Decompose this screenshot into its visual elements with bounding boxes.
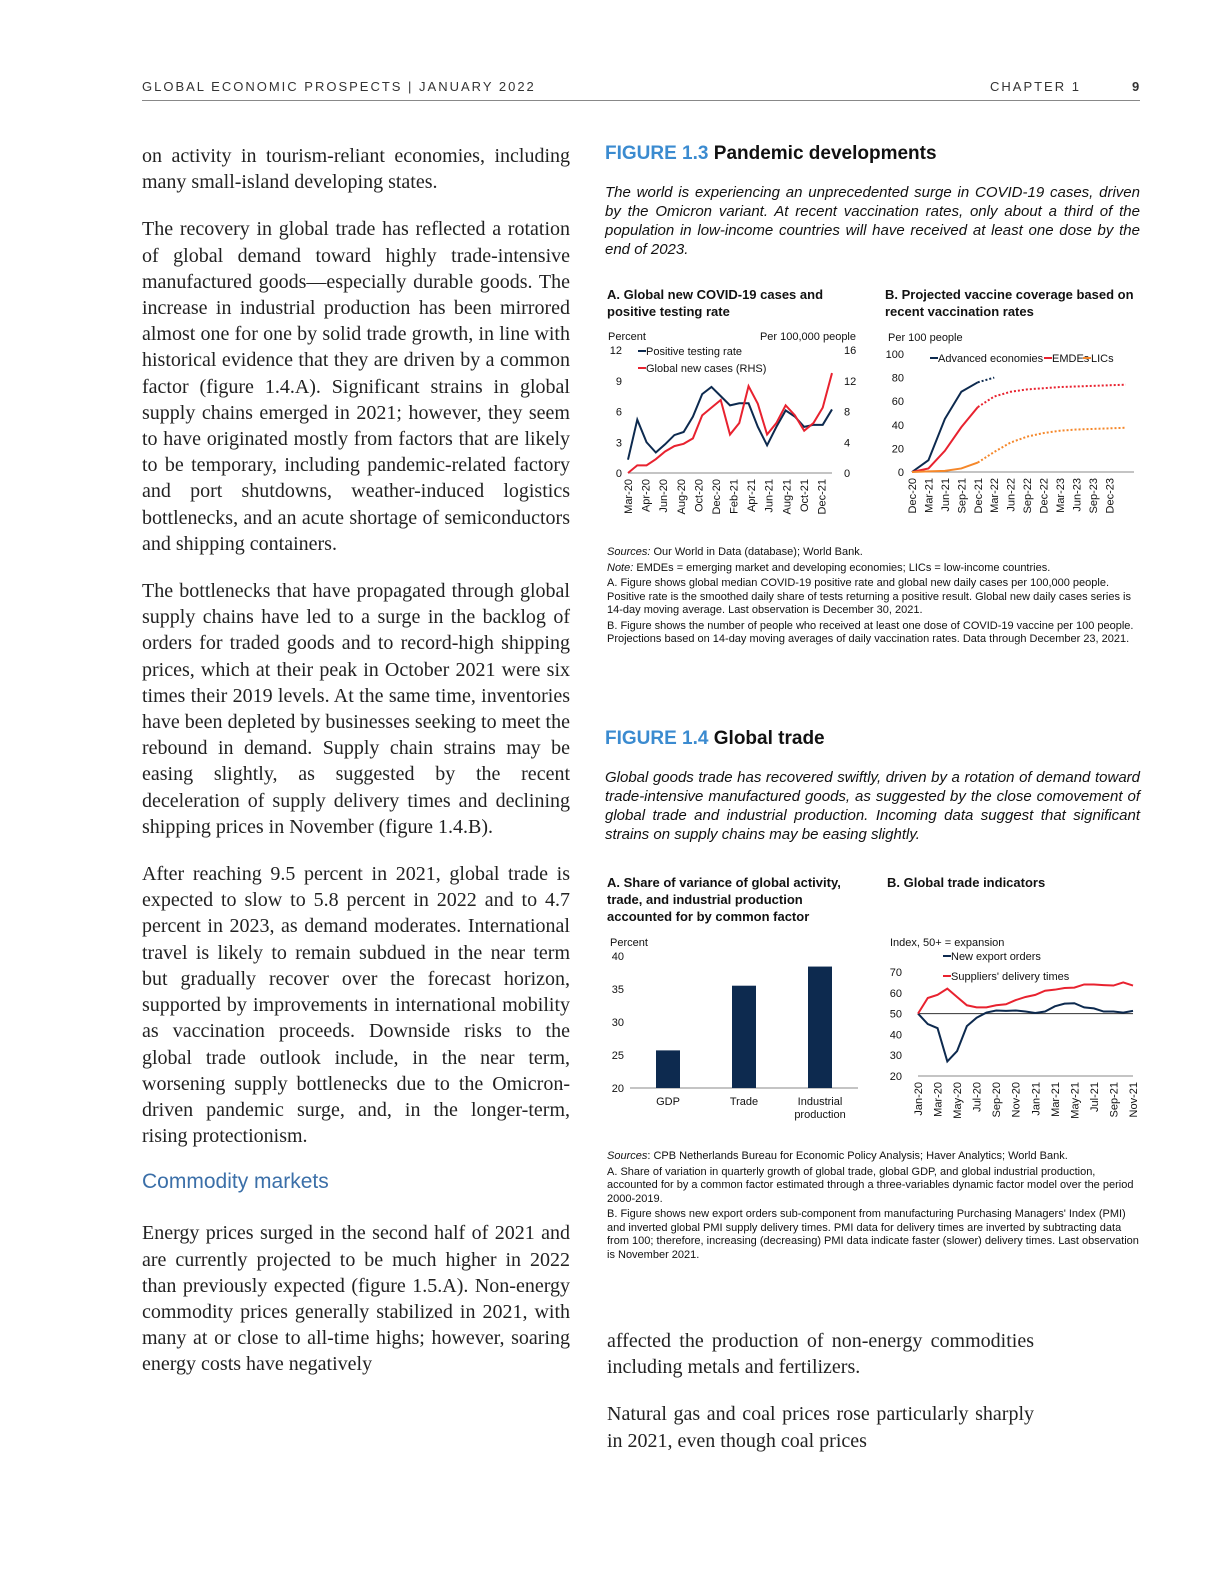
y-tick-label: 60 xyxy=(891,396,904,409)
note-text: EMDEs = emerging market and developing economies; LICs = low-income countries. xyxy=(633,561,1051,574)
chart-trade-indicators xyxy=(880,934,1150,1134)
figure-1-3-header xyxy=(605,143,1140,259)
paragraph: After reaching 9.5 percent in 2021, global trade is expected to slow to 5.8 percent in 2022 and to 4.7 percent in 2023, as demand moderates. International travel is likely to remain subdued in the near term but gradually recover over the forecast horizon, supported by improvements in international mobility as vaccination proceeds. Downside risks to the global trade outlook include, in the near term, worsening supply bottlenecks due to the Omicron-driven pandemic surge, and, in the longer-term, rising protectionism. xyxy=(142,863,570,1148)
x-tick-label: Mar-20 xyxy=(932,1082,945,1117)
figure-title: Pandemic developments xyxy=(713,143,937,164)
x-tick-label: Oct-21 xyxy=(798,479,811,513)
x-tick-label: Dec-20 xyxy=(907,478,919,514)
y-tick-label: 60 xyxy=(889,987,902,1000)
y-tick-label: 35 xyxy=(611,984,624,996)
bar xyxy=(656,1050,680,1088)
y-tick-label: 4 xyxy=(844,437,851,450)
y-tick-label: 20 xyxy=(611,1083,624,1095)
panel-title: A. Share of variance of global activity, trade, and industrial production accounted for by common factor xyxy=(607,875,841,924)
sources-text: : CPB Netherlands Bureau for Economic Policy Analysis; Haver Analytics; World Bank. xyxy=(647,1150,1068,1162)
y-tick-label: 80 xyxy=(891,372,904,385)
y-tick-label: 40 xyxy=(611,951,624,963)
right-column-text xyxy=(607,1328,1034,1475)
chart-vaccine-coverage xyxy=(880,328,1150,528)
y-tick-label: 12 xyxy=(844,375,857,388)
left-column xyxy=(142,143,570,1399)
panel-title: B. Global trade indicators xyxy=(887,875,1046,890)
y-tick-label: 8 xyxy=(844,406,851,419)
y-tick-label: 20 xyxy=(889,1071,902,1083)
x-tick-label: May-21 xyxy=(1069,1082,1082,1119)
y-tick-label: 0 xyxy=(615,468,622,480)
x-tick-label: Mar-22 xyxy=(989,478,1002,513)
x-tick-label: Oct-20 xyxy=(693,479,706,513)
legend-label: Suppliers' delivery times xyxy=(951,971,1070,983)
y-tick-label: 30 xyxy=(889,1050,902,1063)
panel-title: B. Projected vaccine coverage based on recent vaccination rates xyxy=(885,287,1134,319)
x-tick-label: Aug-21 xyxy=(781,479,794,515)
sources-text: Our World in Data (database); World Bank. xyxy=(650,546,863,558)
x-tick-label: Jun-21 xyxy=(939,478,952,512)
y-tick-label: 9 xyxy=(615,375,622,388)
series-line xyxy=(918,1003,1133,1061)
x-tick-label: Jul-21 xyxy=(1088,1082,1101,1112)
running-header: GLOBAL ECONOMIC PROSPECTS | JANUARY 2022 xyxy=(142,79,536,94)
y-tick-label: 30 xyxy=(611,1017,624,1029)
sources-label: Sources: xyxy=(607,546,651,558)
figure-notes xyxy=(607,546,1142,649)
x-category-label: production xyxy=(794,1109,846,1121)
legend-label: New export orders xyxy=(951,951,1041,963)
x-tick-label: Sep-23 xyxy=(1087,478,1100,514)
note-a: A. Figure shows global median COVID-19 positive rate and global new daily cases per 100,000 people. Positive rate is the smoothed daily share of tests returning a positive result. Global new daily cases series is 14-day moving average. Last observation is December 30, 2021. xyxy=(607,577,1131,616)
x-tick-label: Jan-21 xyxy=(1030,1082,1043,1116)
x-tick-label: Apr-20 xyxy=(640,479,653,513)
note-b: B. Figure shows new export orders sub-component from manufacturing Purchasing Managers' Index (PMI) and inverted global PMI supply delivery times. PMI data for delivery times are inverted by subtracting data from 100; therefore, increasing (decreasing) PMI data indicate faster (slower) delivery times. Last observation is November 2021. xyxy=(607,1208,1139,1261)
legend-label: Positive testing rate xyxy=(646,346,742,358)
section-heading: Commodity markets xyxy=(142,1170,329,1194)
y-axis-label: Per 100 people xyxy=(888,332,963,344)
paragraph: Natural gas and coal prices rose particularly sharply in 2021, even though coal prices xyxy=(607,1403,1034,1452)
note-a: A. Share of variation in quarterly growth of global trade, global GDP, and global industrial production, accounted for by a common factor estimated through a three-variables dynamic factor model over the period 2000-2019. xyxy=(607,1165,1134,1205)
x-tick-label: Jun-23 xyxy=(1071,478,1084,512)
x-tick-label: Dec-22 xyxy=(1038,478,1051,514)
series-line-actual xyxy=(912,382,978,472)
x-tick-label: Mar-20 xyxy=(623,479,635,514)
x-tick-label: Jul-20 xyxy=(971,1082,984,1112)
y-tick-label: 3 xyxy=(615,437,622,450)
paragraph: on activity in tourism-reliant economies, including many small-island developing states. xyxy=(142,145,570,194)
figure-subtitle: Global goods trade has recovered swiftly, driven by a rotation of demand toward trade-intensive manufactured goods, as suggested by the close comovement of global trade and industrial production. Incoming data suggest that significant strains on supply chains may be easing slightly. xyxy=(605,769,1140,843)
series-line xyxy=(628,387,832,460)
y-tick-label: 40 xyxy=(891,419,904,432)
y-tick-label: 70 xyxy=(889,967,902,979)
x-tick-label: Nov-20 xyxy=(1010,1082,1023,1118)
paragraph: Energy prices surged in the second half of 2021 and are currently projected to be much higher in 2022 than previously expected (figure 1.5.A). Non-energy commodity prices generally stabilized in 2021, with many at or close to all-time highs; however, soaring energy costs have negatively xyxy=(142,1222,570,1376)
x-category-label: GDP xyxy=(656,1096,680,1108)
y-tick-label: 20 xyxy=(891,443,904,456)
x-tick-label: Apr-21 xyxy=(746,479,759,513)
y2-axis-label: Per 100,000 people xyxy=(759,331,856,343)
figure-subtitle: The world is experiencing an unprecedented surge in COVID-19 cases, driven by the Omicron variant. At recent vaccination rates, only about a third of the population in low-income countries will have received at least one dose by the end of 2023. xyxy=(605,184,1140,258)
x-tick-label: Dec-20 xyxy=(710,479,723,515)
series-line-projected xyxy=(978,428,1126,463)
x-tick-label: Mar-23 xyxy=(1055,478,1067,513)
x-tick-label: Nov-21 xyxy=(1128,1082,1140,1118)
series-line xyxy=(918,982,1133,1013)
series-line-actual xyxy=(912,407,978,472)
x-tick-label: Mar-21 xyxy=(923,478,936,513)
panel-title: A. Global new COVID-19 cases and positive testing rate xyxy=(607,287,824,319)
y-tick-label: 25 xyxy=(611,1050,624,1062)
page-number: 9 xyxy=(1132,79,1140,94)
y-axis-label: Percent xyxy=(608,331,646,343)
y-axis-label: Index, 50+ = expansion xyxy=(890,937,1005,949)
x-tick-label: Feb-21 xyxy=(728,479,741,514)
y-tick-label: 40 xyxy=(889,1029,902,1042)
bar xyxy=(732,986,756,1088)
figure-number: FIGURE 1.3 xyxy=(605,143,709,164)
bar xyxy=(808,967,832,1088)
figure-notes xyxy=(607,1150,1142,1264)
x-tick-label: Dec-23 xyxy=(1104,478,1117,514)
note-label: Note: xyxy=(607,561,634,574)
header-rule xyxy=(142,100,1140,101)
x-tick-label: Mar-21 xyxy=(1049,1082,1062,1117)
y-tick-label: 16 xyxy=(844,345,857,357)
legend-label: LICs xyxy=(1091,353,1114,365)
figure-1-4-header xyxy=(605,728,1140,844)
note-b: B. Figure shows the number of people who received at least one dose of COVID-19 vaccine per 100 people. Projections based on 14-day moving averages of daily vaccination rates. Data through December 23, 2021. xyxy=(607,619,1134,645)
series-line-projected xyxy=(978,378,994,383)
legend-label: Global new cases (RHS) xyxy=(646,363,767,375)
x-tick-label: Sep-21 xyxy=(956,478,969,514)
y-tick-label: 0 xyxy=(844,468,851,480)
chapter-label: CHAPTER 1 xyxy=(990,79,1081,94)
sources-label: Sources xyxy=(607,1150,648,1162)
x-tick-label: Sep-20 xyxy=(991,1082,1004,1118)
x-tick-label: Aug-20 xyxy=(675,479,688,515)
x-tick-label: Jun-22 xyxy=(1005,478,1018,512)
figure-number: FIGURE 1.4 xyxy=(605,728,709,749)
paragraph: The recovery in global trade has reflected a rotation of global demand toward highly trade-intensive manufactured goods—especially durable goods. The increase in industrial production has been mirrored almost one for one by solid trade growth, in line with historical evidence that they are driven by a common factor (figure 1.4.A). Significant strains in global supply chains emerged in 2021; however, they seem to have originated mostly from factors that are likely to be temporary, including pandemic-related factory and port shutdowns, weather-induced logistics bottlenecks, and an acute shortage of semiconductors and shipping containers. xyxy=(142,218,570,555)
legend-label: EMDEs xyxy=(1052,353,1090,365)
paragraph: affected the production of non-energy commodities including metals and fertilizers. xyxy=(607,1330,1034,1379)
y-tick-label: 50 xyxy=(889,1008,902,1021)
chart-common-factor-share xyxy=(600,934,870,1134)
y-tick-label: 12 xyxy=(609,345,622,357)
figure-title: Global trade xyxy=(713,728,825,749)
x-tick-label: Sep-21 xyxy=(1108,1082,1121,1118)
x-category-label: Trade xyxy=(729,1096,759,1108)
x-category-label: Industrial xyxy=(797,1096,843,1108)
y-tick-label: 100 xyxy=(885,349,904,361)
series-line-projected xyxy=(978,385,1126,407)
x-tick-label: Jun-20 xyxy=(658,479,671,513)
y-tick-label: 0 xyxy=(897,467,904,479)
x-tick-label: Jan-20 xyxy=(913,1082,925,1116)
x-tick-label: Jun-21 xyxy=(763,479,776,513)
legend-label: Advanced economies xyxy=(938,353,1044,365)
chart-covid-cases xyxy=(600,328,870,528)
y-axis-label: Percent xyxy=(610,937,648,949)
x-tick-label: May-20 xyxy=(952,1082,965,1119)
x-tick-label: Dec-21 xyxy=(972,478,985,514)
paragraph: The bottlenecks that have propagated through global supply chains have led to a surge in the backlog of orders for traded goods and to record-high shipping prices, which at their peak in October 2021 were six times their 2019 levels. At the same time, inventories have been depleted by businesses seeking to meet the rebound in demand. Supply chain strains may be easing slightly, as suggested by the recent deceleration of supply delivery times and declining shipping prices in November (figure 1.4.B). xyxy=(142,580,570,838)
y-tick-label: 6 xyxy=(615,406,622,419)
x-tick-label: Dec-21 xyxy=(816,479,829,515)
x-tick-label: Sep-22 xyxy=(1022,478,1035,514)
